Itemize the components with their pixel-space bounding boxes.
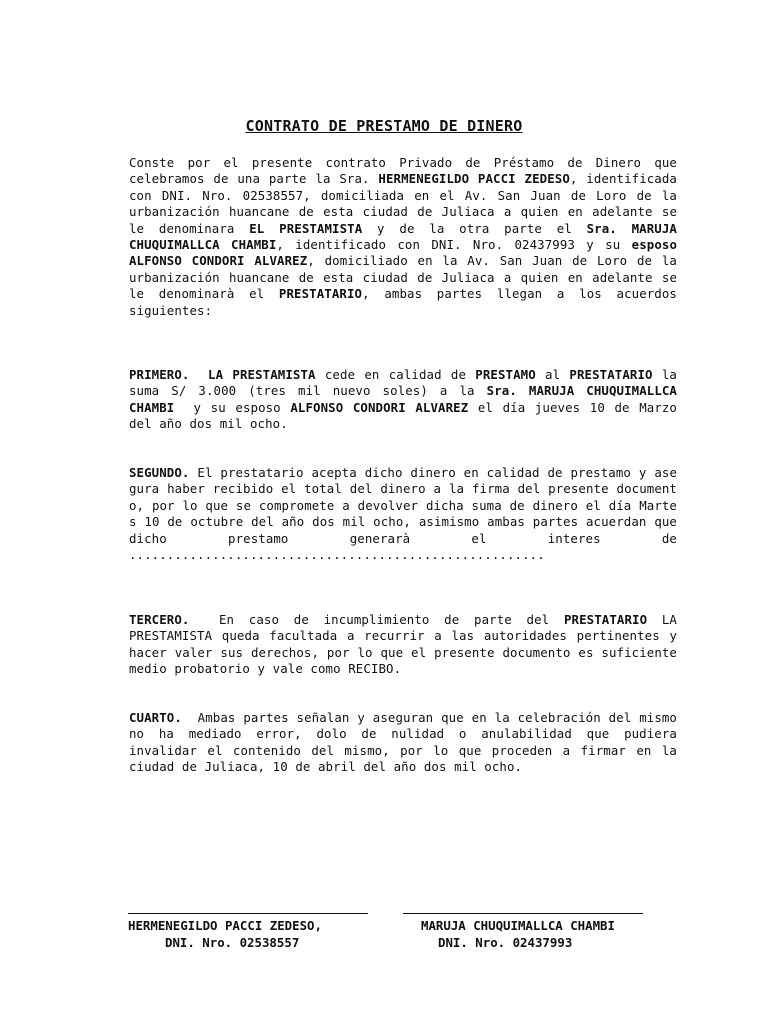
clause-primero-text-1 xyxy=(189,367,208,382)
clause-cuarto-text: Ambas partes señalan y aseguran que en la celebración del mismo no ha mediado error, dolo de nulidad o anulabilidad que pudiera invalidar el contenido del mismo, por lo que proceden a firmar en la ciudad de Juliaca, 10 de abril del año dos mil ocho. xyxy=(129,710,685,775)
clause-tercero-text-2: LA PRESTAMISTA queda facultada a recurrir a las autoridades pertinentes y hacer valer sus derechos, por lo que el presente documento es suficiente medio probatorio y vale como RECIBO. xyxy=(129,612,677,677)
clause-tercero-heading: TERCERO. xyxy=(129,612,190,627)
clause-primero-text-3: al xyxy=(535,367,570,382)
intro-bold-1: HERMENEGILDO PACCI ZEDESO xyxy=(378,171,570,187)
clause-segundo-heading: SEGUNDO. xyxy=(129,465,190,480)
clause-primero-text-6: el día jueves 10 de Marzo del año dos mil ocho. xyxy=(129,399,677,432)
clause-primero-bold-4: PRESTATARIO xyxy=(569,367,653,382)
clause-segundo-text: El prestatario acepta dicho dinero en calidad de prestamo y asegura haber recibido el total del dinero a la firma del presente documento, por lo que se compromete a devolver dicha suma de dinero el día Martes 10 de octubre del año dos mil ocho, asimismo ambas partes acuerdan que dicho prestamo generarà el interes de ....................................................... xyxy=(129,465,677,563)
signature-block-borrower xyxy=(403,913,643,951)
intro-bold-2: EL PRESTAMISTA xyxy=(249,220,363,236)
clause-tercero-text-1: En caso de incumplimiento de parte del xyxy=(189,612,564,627)
clause-tercero xyxy=(129,612,677,678)
clause-primero-text-2: cede en calidad de xyxy=(315,367,476,382)
intro-text-4: , identificado con DNI. Nro. 02437993 y su xyxy=(276,237,632,253)
clause-primero-bold-2: LA PRESTAMISTA xyxy=(208,367,316,382)
clause-tercero-bold-2: PRESTATARIO xyxy=(563,612,648,627)
signature-line xyxy=(128,913,368,914)
signer-name: MARUJA CHUQUIMALLCA CHAMBI xyxy=(421,918,615,933)
signature-line xyxy=(403,913,643,914)
document-title xyxy=(0,118,768,134)
intro-paragraph xyxy=(129,155,677,319)
signer-dni: DNI. Nro. 02437993 xyxy=(438,935,573,950)
clause-primero xyxy=(129,367,677,433)
intro-bold-3: Sra. MARUJA CHUQUIMALLCA CHAMBI xyxy=(129,220,677,253)
intro-text-5: , domiciliado en la Av. San Juan de Loro de la urbanización huancane de esta ciudad de Juliaca a quien en adelante se le denominarà el xyxy=(129,253,677,302)
clause-primero-bold-3: PRESTAMO xyxy=(475,367,536,382)
document-title-text: CONTRATO DE PRESTAMO DE DINERO xyxy=(245,117,523,135)
clause-primero-heading: PRIMERO. xyxy=(129,367,190,382)
clause-segundo xyxy=(129,465,677,563)
signer-name: HERMENEGILDO PACCI ZEDESO, xyxy=(128,918,322,933)
intro-text-1: Conste por el presente contrato Privado de Préstamo de Dinero que celebramos de una parte la Sra. xyxy=(129,155,677,187)
signer-dni: DNI. Nro. 02538557 xyxy=(165,935,300,950)
clause-primero-bold-5: Sra. MARUJA CHUQUIMALLCA CHAMBI xyxy=(129,383,677,415)
intro-text-6: , ambas partes llegan a los acuerdos siguientes: xyxy=(129,286,677,318)
intro-text-2: , identificada con DNI. Nro. 02538557, domiciliada en el Av. San Juan de Loro de la urbanización huancane de esta ciudad de Juliaca a quien en adelante se le denominara xyxy=(129,171,677,236)
clause-primero-bold-6: ALFONSO CONDORI ALVAREZ xyxy=(290,399,469,415)
intro-bold-4: esposo ALFONSO CONDORI ALVAREZ xyxy=(129,237,677,269)
clause-primero-text-4: la suma S/ 3.000 (tres mil nuevo soles) a la xyxy=(129,367,677,399)
clause-cuarto xyxy=(129,710,685,776)
intro-bold-5: PRESTATARIO xyxy=(278,286,363,302)
clause-primero-text-5: y su esposo xyxy=(174,399,291,415)
clause-cuarto-heading: CUARTO. xyxy=(129,710,182,725)
signature-block-lender xyxy=(128,913,368,951)
intro-text-3: y de la otra parte el xyxy=(362,220,587,236)
